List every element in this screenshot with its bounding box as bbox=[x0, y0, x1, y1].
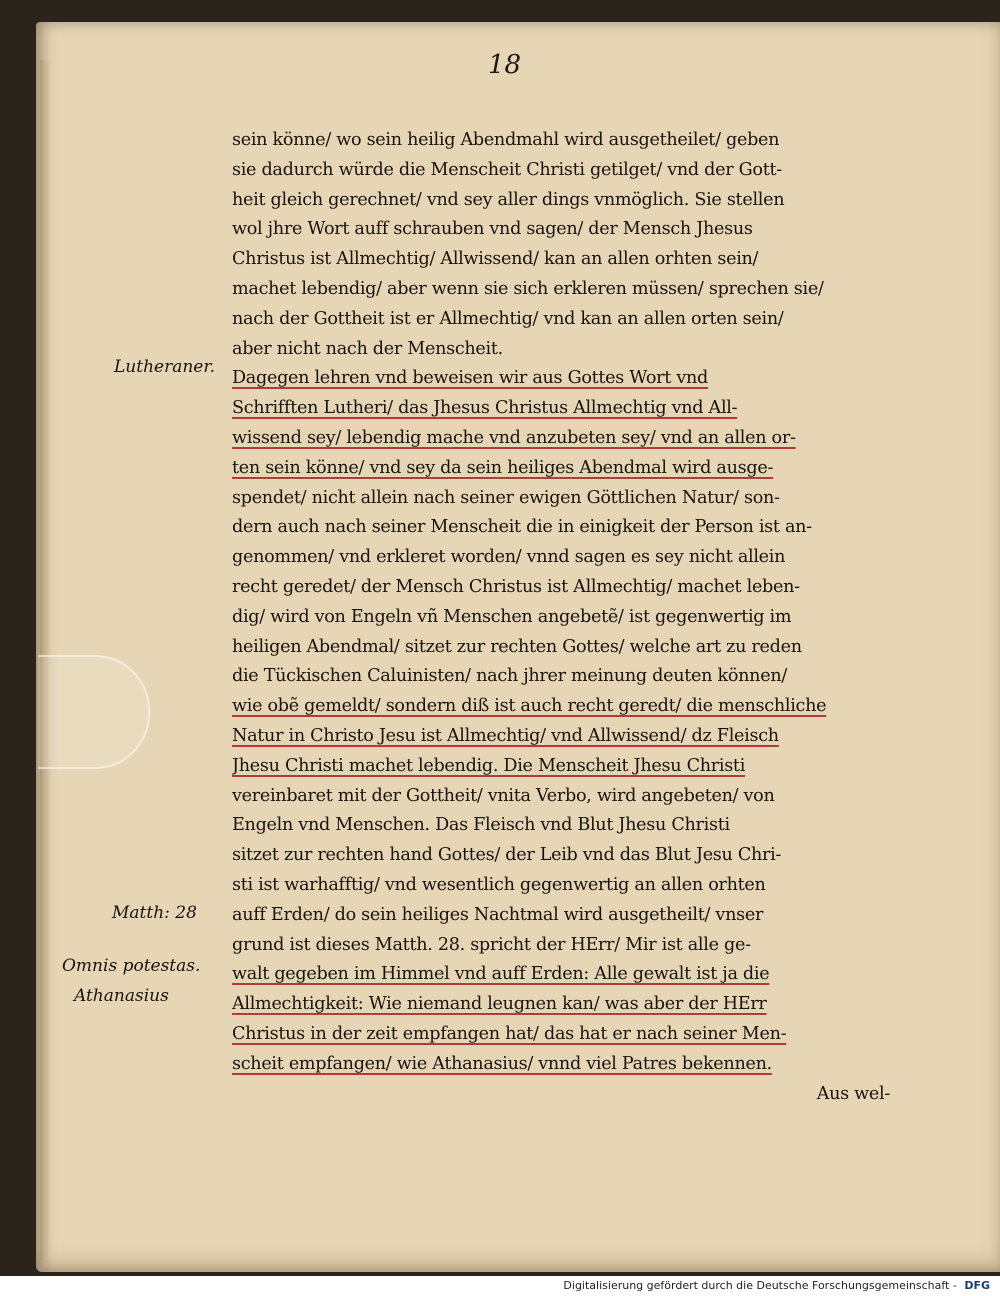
text-line: aber nicht nach der Menscheit. bbox=[232, 338, 503, 359]
text-line: Engeln vnd Menschen. Das Fleisch vnd Blut Jhesu Christi bbox=[232, 815, 730, 836]
text-line: sie dadurch würde die Menscheit Christi getilget/ vnd der Gott- bbox=[232, 159, 782, 180]
footer-credit bbox=[563, 1279, 990, 1292]
text-line: auff Erden/ do sein heiliges Nachtmal wird ausgetheilt/ vnser bbox=[232, 904, 764, 925]
footer-credit-text: Digitalisierung gefördert durch die Deutsche Forschungsgemeinschaft - bbox=[563, 1279, 957, 1292]
text-line: wol jhre Wort auff schrauben vnd sagen/ der Mensch Jhesus bbox=[232, 219, 753, 240]
text-line: nach der Gottheit ist er Allmechtig/ vnd kan an allen orten sein/ bbox=[232, 308, 784, 329]
text-line: sti ist warhafftig/ vnd wesentlich gegenwertig an allen orhten bbox=[232, 874, 766, 895]
text-line: wie obẽ gemeldt/ sondern diß ist auch recht geredt/ die menschliche bbox=[232, 696, 827, 717]
text-line: vereinbaret mit der Gottheit/ vnita Verbo, wird angebeten/ von bbox=[232, 785, 775, 806]
text-line: dig/ wird von Engeln vñ Menschen angebetẽ/ ist gegenwertig im bbox=[232, 606, 792, 627]
margin-note-omnis: Omnis potestas. bbox=[62, 956, 201, 976]
text-line: Dagegen lehren vnd beweisen wir aus Gottes Wort vnd bbox=[232, 368, 708, 389]
text-line: spendet/ nicht allein nach seiner ewigen Göttlichen Natur/ son- bbox=[232, 487, 780, 508]
text-line: ten sein könne/ vnd sey da sein heiliges Abendmal wird ausge- bbox=[232, 457, 774, 478]
text-line: walt gegeben im Himmel vnd auff Erden: Alle gewalt ist ja die bbox=[232, 964, 770, 985]
text-line: grund ist dieses Matth. 28. spricht der HErr/ Mir ist alle ge- bbox=[232, 934, 751, 955]
dfg-logo: DFG bbox=[964, 1279, 990, 1292]
text-line: machet lebendig/ aber wenn sie sich erkleren müssen/ sprechen sie/ bbox=[232, 278, 824, 299]
page-number: 18 bbox=[488, 50, 522, 80]
text-line: Schrifften Lutheri/ das Jhesus Christus Allmechtig vnd All- bbox=[232, 398, 738, 419]
margin-note-athanasius: Athanasius bbox=[74, 986, 169, 1006]
main-text-block bbox=[232, 126, 890, 1109]
text-line: Christus ist Allmechtig/ Allwissend/ kan an allen orhten sein/ bbox=[232, 249, 759, 270]
text-line: recht geredet/ der Mensch Christus ist Allmechtig/ machet leben- bbox=[232, 576, 800, 597]
margin-note-matth: Matth: 28 bbox=[112, 903, 197, 923]
text-line: Christus in der zeit empfangen hat/ das hat er nach seiner Men- bbox=[232, 1023, 787, 1044]
text-line: heiligen Abendmal/ sitzet zur rechten Gottes/ welche art zu reden bbox=[232, 636, 802, 657]
catchword: Aus wel- bbox=[816, 1083, 890, 1104]
text-line: Jhesu Christi machet lebendig. Die Menscheit Jhesu Christi bbox=[232, 755, 746, 776]
text-line: dern auch nach seiner Menscheit die in einigkeit der Person ist an- bbox=[232, 517, 812, 538]
text-line: die Tückischen Caluinisten/ nach jhrer meinung deuten können/ bbox=[232, 666, 787, 687]
text-line: scheit empfangen/ wie Athanasius/ vnnd viel Patres bekennen. bbox=[232, 1053, 772, 1074]
text-line: sein könne/ wo sein heilig Abendmahl wird ausgetheilet/ geben bbox=[232, 130, 780, 150]
text-line: Natur in Christo Jesu ist Allmechtig/ vnd Allwissend/ dz Fleisch bbox=[232, 725, 779, 746]
text-line: Allmechtigkeit: Wie niemand leugnen kan/ was aber der HErr bbox=[232, 994, 767, 1015]
text-line: heit gleich gerechnet/ vnd sey aller dings vnmöglich. Sie stellen bbox=[232, 189, 785, 210]
page-marker-tab bbox=[38, 655, 150, 769]
text-line: wissend sey/ lebendig mache vnd anzubeten sey/ vnd an allen or- bbox=[232, 427, 796, 448]
text-line: genommen/ vnd erkleret worden/ vnnd sagen es sey nicht allein bbox=[232, 547, 786, 568]
text-line: sitzet zur rechten hand Gottes/ der Leib vnd das Blut Jesu Chri- bbox=[232, 845, 782, 866]
margin-note-lutheraner: Lutheraner. bbox=[114, 357, 216, 377]
